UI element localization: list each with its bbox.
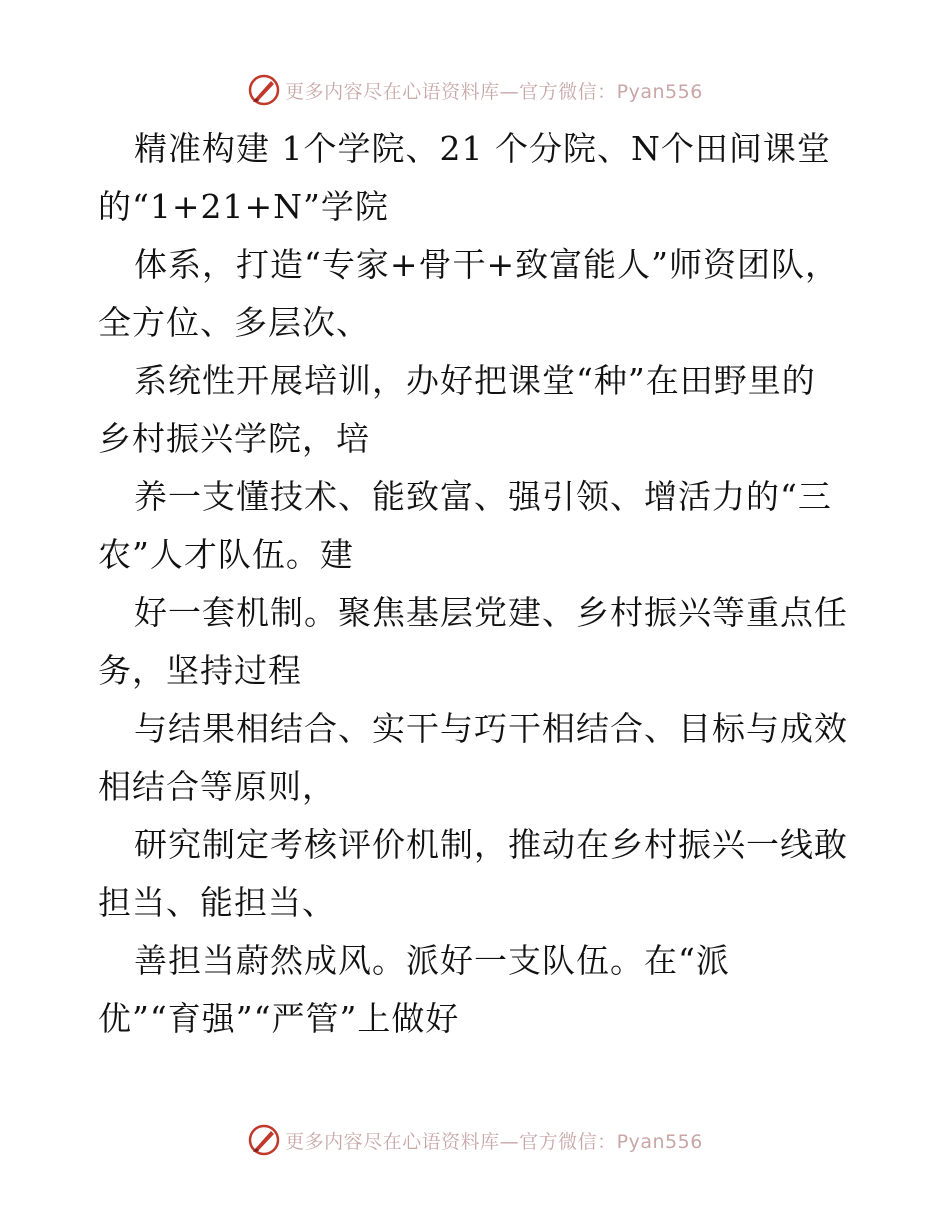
text-line: 乡村振兴学院，培 xyxy=(98,419,370,458)
text-line: 担当、能担当、 xyxy=(98,883,336,922)
watermark-text: 更多内容尽在心语资料库—官方微信：Pyan556 xyxy=(285,1130,703,1153)
text-line: 与结果相结合、实干与巧干相结合、目标与成效 xyxy=(134,709,848,748)
text-line: 的“1+21+N”学院 xyxy=(98,187,389,226)
header-watermark xyxy=(0,70,950,110)
text-line: 好一套机制。聚焦基层党建、乡村振兴等重点任 xyxy=(134,593,848,632)
text-line: 全方位、多层次、 xyxy=(98,303,370,342)
text-line: 优”“育强”“严管”上做好 xyxy=(98,999,460,1038)
text-line: 养一支懂技术、能致富、强引领、增活力的“三 xyxy=(134,477,832,516)
text-line: 研究制定考核评价机制，推动在乡村振兴一线敢 xyxy=(134,825,848,864)
footer-watermark xyxy=(0,1120,950,1160)
watermark-text: 更多内容尽在心语资料库—官方微信：Pyan556 xyxy=(285,80,703,103)
text-line: 系统性开展培训，办好把课堂“种”在田野里的 xyxy=(134,361,816,400)
quill-pen-logo-icon xyxy=(247,1123,281,1157)
text-line: 精准构建 1个学院、21 个分院、N个田间课堂 xyxy=(134,129,831,168)
text-line: 善担当蔚然成风。派好一支队伍。在“派 xyxy=(134,941,730,980)
document-body xyxy=(98,120,858,1048)
text-line: 相结合等原则， xyxy=(98,767,336,806)
quill-pen-logo-icon xyxy=(247,73,281,107)
text-line: 体系，打造“专家+骨干+致富能人”师资团队， xyxy=(134,245,840,284)
text-line: 务，坚持过程 xyxy=(98,651,302,690)
text-line: 农”人才队伍。建 xyxy=(98,535,354,574)
